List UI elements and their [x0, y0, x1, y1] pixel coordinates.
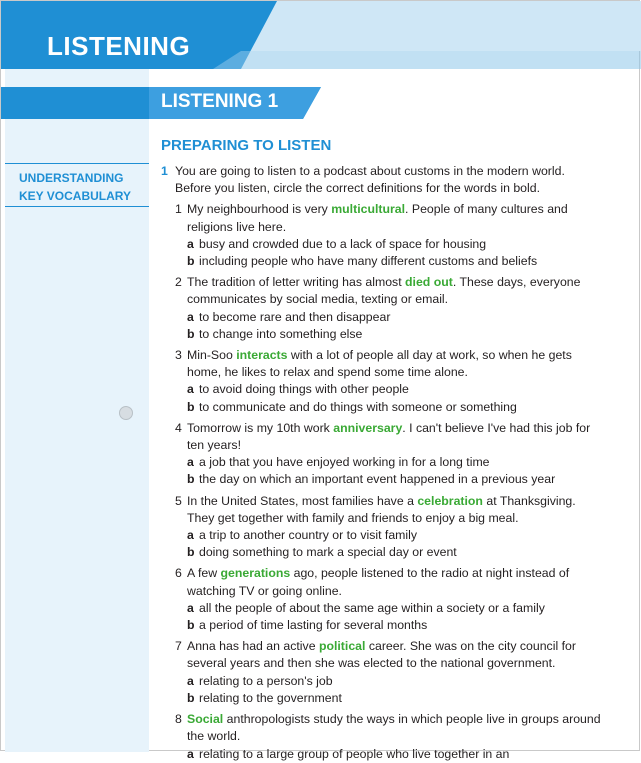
item-number: 3: [175, 348, 182, 363]
option-letter: a: [187, 382, 194, 397]
option-letter: a: [187, 528, 194, 543]
keyword: political: [318, 639, 366, 654]
sentence-before: Min-Soo: [187, 348, 237, 363]
item-sentence: [187, 420, 601, 454]
option-letter: a: [187, 746, 194, 761]
keyword: anniversary: [333, 420, 403, 435]
option-text: doing something to mark a special day or event: [199, 545, 457, 560]
option-text: to avoid doing things with other people: [199, 382, 409, 397]
item-sentence: [187, 565, 601, 599]
item-number: 5: [175, 493, 182, 508]
sidebar-label: [19, 169, 139, 205]
sidebar-rule-bottom: [5, 206, 149, 207]
option-b[interactable]: [187, 690, 601, 707]
option-a[interactable]: [187, 309, 601, 326]
item-sentence: [187, 347, 601, 381]
list-item: [161, 201, 601, 270]
option-letter: b: [187, 399, 195, 414]
option-text: relating to the government: [199, 690, 342, 705]
option-text: relating to a large group of people who live together in an: [199, 746, 510, 761]
option-b[interactable]: [187, 471, 601, 488]
option-letter: b: [187, 545, 195, 560]
option-a[interactable]: [187, 746, 601, 763]
sentence-before: A few: [187, 566, 221, 581]
sentence-before: Anna has had an active: [187, 639, 319, 654]
keyword: interacts: [236, 348, 288, 363]
item-number: 6: [175, 566, 182, 581]
keyword: celebration: [417, 493, 483, 508]
option-letter: b: [187, 254, 195, 269]
item-number: 8: [175, 712, 182, 727]
option-text: the day on which an important event happened in a previous year: [199, 472, 556, 487]
option-a[interactable]: [187, 673, 601, 690]
option-b[interactable]: [187, 617, 601, 634]
list-item: [161, 347, 601, 416]
chapter-title: LISTENING: [47, 31, 191, 61]
sidebar-label-line2: KEY VOCABULARY: [19, 189, 132, 203]
sentence-after: ago, people listened to the radio at night instead of watching TV or going online.: [187, 566, 570, 598]
option-letter: a: [187, 236, 194, 251]
exercise-instruction: [161, 163, 601, 197]
option-letter: b: [187, 326, 195, 341]
list-item: [161, 420, 601, 489]
item-sentence: [187, 638, 601, 672]
option-letter: b: [187, 690, 195, 705]
page-nav-handle[interactable]: [119, 406, 133, 420]
option-b[interactable]: [187, 399, 601, 416]
option-letter: b: [187, 618, 195, 633]
option-a[interactable]: [187, 381, 601, 398]
keyword: died out: [405, 275, 453, 290]
sentence-after: . I can't believe I've had this job for ten years!: [187, 420, 591, 453]
sentence-before: Tomorrow is my 10th work: [187, 420, 334, 435]
option-a[interactable]: [187, 236, 601, 253]
list-item: [161, 274, 601, 343]
option-a[interactable]: [187, 454, 601, 471]
subheading: PREPARING TO LISTEN: [161, 137, 332, 154]
option-text: to change into something else: [199, 326, 363, 341]
option-text: to become rare and then disappear: [199, 309, 391, 324]
keyword: multicultural: [331, 202, 406, 217]
keyword: generations: [220, 566, 291, 581]
option-b[interactable]: [187, 326, 601, 343]
list-item: [161, 493, 601, 562]
item-number: 7: [175, 639, 182, 654]
option-text: all the people of about the same age within a society or a family: [199, 600, 545, 615]
instruction-text: You are going to listen to a podcast about customs in the modern world. Before you listen, circle the correct definitions for the words in bold.: [175, 164, 565, 196]
item-sentence: [187, 711, 601, 745]
option-a[interactable]: [187, 600, 601, 617]
sidebar-label-line1: UNDERSTANDING: [19, 171, 124, 185]
option-b[interactable]: [187, 544, 601, 561]
option-text: relating to a person's job: [199, 673, 333, 688]
exercise: [161, 163, 601, 763]
sentence-after: . These days, everyone communicates by social media, texting or email.: [187, 275, 581, 307]
item-sentence: [187, 201, 601, 235]
sentence-after: at Thanksgiving. They get together with family and friends to enjoy a big meal.: [187, 493, 576, 525]
option-text: a period of time lasting for several months: [199, 618, 428, 633]
option-text: a job that you have enjoyed working in for a long time: [199, 455, 490, 470]
sentence-before: The tradition of letter writing has almost: [187, 275, 406, 290]
option-text: busy and crowded due to a lack of space for housing: [199, 236, 487, 251]
option-a[interactable]: [187, 527, 601, 544]
option-letter: a: [187, 673, 194, 688]
keyword: Social: [187, 712, 224, 727]
sentence-after: with a lot of people all day at work, so when he gets home, he likes to relax and spend some time alone.: [187, 348, 572, 380]
sentence-before: My neighbourhood is very: [187, 202, 332, 217]
list-item: [161, 638, 601, 707]
item-sentence: [187, 493, 601, 527]
option-letter: a: [187, 455, 194, 470]
item-number: 2: [175, 275, 182, 290]
option-text: including people who have many different customs and beliefs: [199, 254, 538, 269]
option-letter: a: [187, 309, 194, 324]
item-sentence: [187, 274, 601, 308]
list-item: [161, 565, 601, 634]
option-text: to communicate and do things with someone or something: [199, 399, 517, 414]
sidebar-rule-top: [5, 163, 149, 164]
item-number: 1: [175, 202, 182, 217]
item-number: 4: [175, 420, 182, 435]
option-letter: a: [187, 600, 194, 615]
option-letter: b: [187, 472, 195, 487]
sentence-before: In the United States, most families have a: [187, 493, 418, 508]
sentence-after: . People of many cultures and religions live here.: [187, 202, 568, 234]
exercise-number: 1: [161, 164, 168, 178]
list-item: [161, 711, 601, 763]
sentence-after: career. She was on the city council for several years and then she was elected to the national government.: [187, 639, 576, 671]
sentence-after: anthropologists study the ways in which people live in groups around the world.: [187, 712, 601, 744]
section-title: LISTENING 1: [161, 91, 279, 112]
option-text: a trip to another country or to visit family: [199, 528, 418, 543]
option-b[interactable]: [187, 253, 601, 270]
